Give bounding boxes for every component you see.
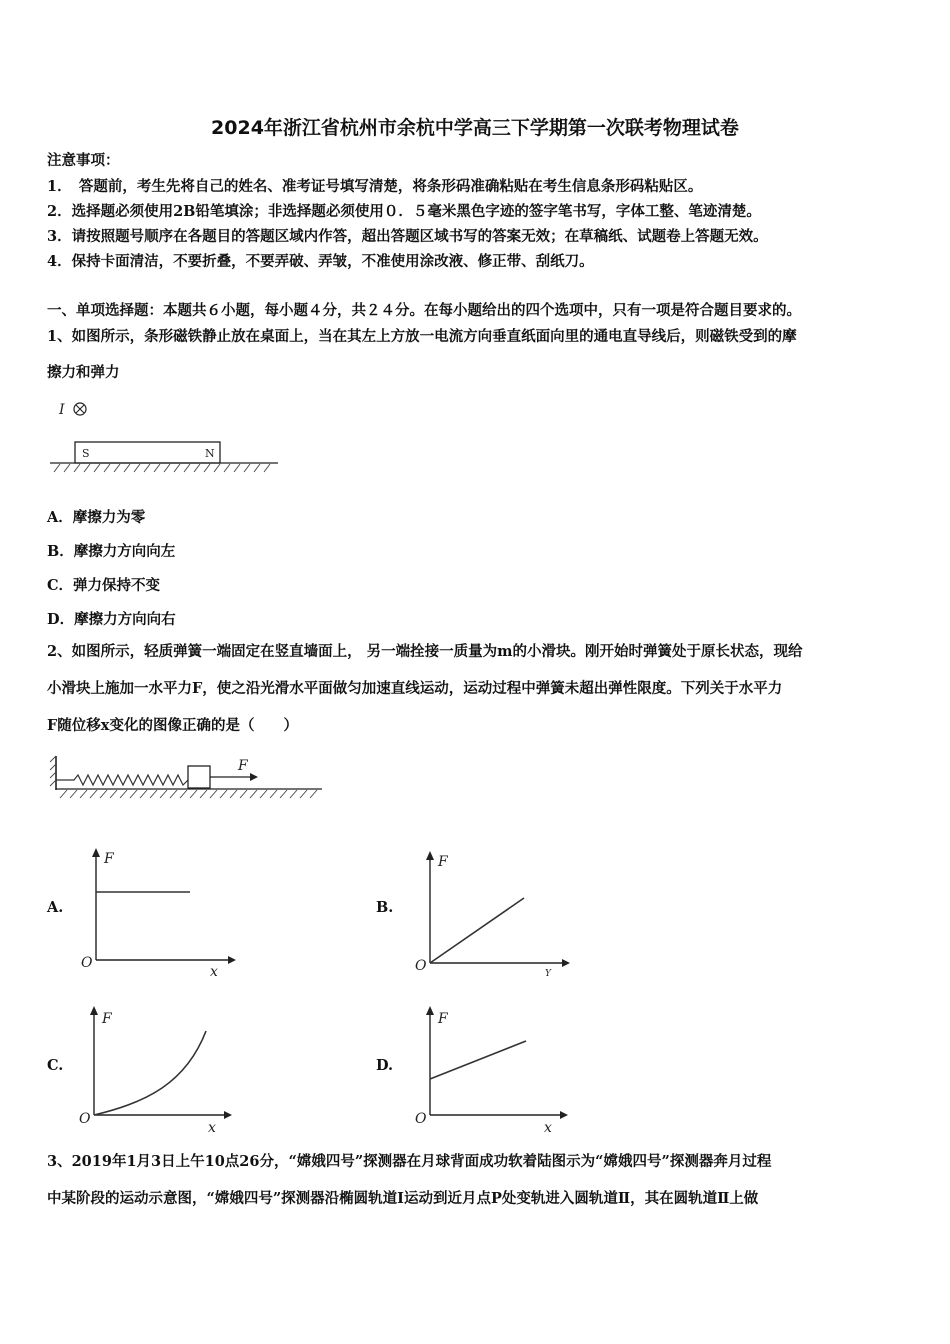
note-item-4: 4．保持卡面清洁，不要折叠，不要弄破、弄皱，不准使用涂改液、修正带、刮纸刀。	[47, 253, 594, 270]
q1-option-a[interactable]	[47, 506, 145, 527]
note-item-2: 2．选择题必须使用2B铅笔填涂；非选择题必须使用０．５毫米黑色字迹的签字笔书写，字体工整、笔迹清楚。	[47, 203, 761, 220]
graph-c-label: C.	[47, 1057, 64, 1074]
graph-b-curve	[430, 898, 524, 963]
graph-d[interactable]	[412, 1003, 572, 1138]
q1-stem-line2: 擦力和弹力	[47, 364, 120, 381]
graph-b-y-axis: F	[438, 854, 448, 870]
q1-figure-magnet	[50, 398, 280, 478]
q1-stem-line1: 1、如图所示，条形磁铁静止放在桌面上，当在其左上方放一电流方向垂直纸面向里的通电直导线后，则磁铁受到的摩	[47, 328, 797, 345]
q2-stem-line3: F随位移x变化的图像正确的是（ ）	[47, 717, 298, 734]
option-label: B．	[47, 543, 74, 560]
graph-c[interactable]	[76, 1003, 236, 1138]
q2-stem-line2: 小滑块上施加一水平力F，使之沿光滑水平面做匀加速直线运动，运动过程中弹簧未超出弹性限度。下列关于水平力	[47, 680, 783, 697]
option-label: C．	[47, 577, 74, 594]
notes-heading: 注意事项：	[47, 152, 120, 169]
slider-block	[188, 766, 210, 788]
graph-d-curve	[430, 1041, 526, 1079]
graph-b-label: B.	[376, 899, 394, 916]
graph-b[interactable]	[412, 848, 572, 983]
graph-a-label: A.	[47, 899, 64, 916]
magnet-pole-n: N	[205, 447, 215, 460]
note-item-3: 3．请按照题号顺序在各题目的答题区域内作答，超出答题区域书写的答案无效；在草稿纸、试题卷上答题无效。	[47, 228, 768, 245]
q2-stem-line1: 2、如图所示，轻质弹簧一端固定在竖直墙面上， 另一端拴接一质量为m的小滑块。刚开始时弹簧处于原长状态，现给	[47, 643, 803, 660]
option-label: A．	[47, 509, 73, 526]
graph-c-x-axis: x	[208, 1120, 216, 1136]
q1-current-label: I	[59, 402, 65, 418]
graph-d-label: D.	[376, 1057, 394, 1074]
graph-c-origin: O	[79, 1111, 91, 1127]
graph-d-y-axis: F	[438, 1011, 448, 1027]
graph-d-origin: O	[415, 1111, 427, 1127]
q1-option-d[interactable]	[47, 608, 176, 629]
option-text: 弹力保持不变	[73, 577, 161, 594]
force-label: F	[238, 758, 248, 774]
table-hatching	[54, 464, 270, 472]
page-title: 2024年浙江省杭州市余杭中学高三下学期第一次联考物理试卷	[211, 117, 739, 139]
q3-stem-line1: 3、2019年1月3日上午10点26分，“嫦娥四号”探测器在月球背面成功软着陆图示为“嫦娥四号”探测器奔月过程	[47, 1153, 772, 1170]
graph-a-origin: O	[81, 955, 93, 971]
ground-hatching	[60, 790, 317, 798]
graph-a-y-axis: F	[104, 851, 114, 867]
option-label: D．	[47, 611, 75, 628]
option-text: 摩擦力方向向右	[74, 611, 176, 628]
q1-option-b[interactable]	[47, 540, 175, 561]
option-text: 摩擦力方向向左	[73, 543, 176, 560]
spring	[56, 775, 188, 785]
magnet-pole-s: S	[82, 447, 90, 460]
q2-figure-spring	[50, 752, 330, 804]
bar-magnet	[75, 442, 220, 463]
graph-a[interactable]	[78, 845, 238, 980]
q3-stem-line2: 中某阶段的运动示意图，“嫦娥四号”探测器沿椭圆轨道Ⅰ运动到近月点P处变轨进入圆轨道Ⅱ，其在圆轨道Ⅱ上做	[47, 1190, 759, 1207]
note-item-1: 1． 答题前，考生先将自己的姓名、准考证号填写清楚，将条形码准确粘贴在考生信息条形码粘贴区。	[47, 178, 703, 195]
option-text: 摩擦力为零	[72, 509, 146, 526]
section-heading: 一、单项选择题：本题共６小题，每小题４分，共２４分。在每小题给出的四个选项中，只有一项是符合题目要求的。	[47, 302, 801, 319]
graph-d-x-axis: x	[544, 1120, 552, 1136]
graph-b-origin: O	[415, 958, 427, 974]
graph-c-y-axis: F	[102, 1011, 112, 1027]
q1-option-c[interactable]	[47, 574, 160, 595]
graph-b-x-axis: Y	[545, 969, 551, 979]
graph-c-curve	[94, 1031, 206, 1115]
graph-a-x-axis: x	[210, 964, 218, 980]
